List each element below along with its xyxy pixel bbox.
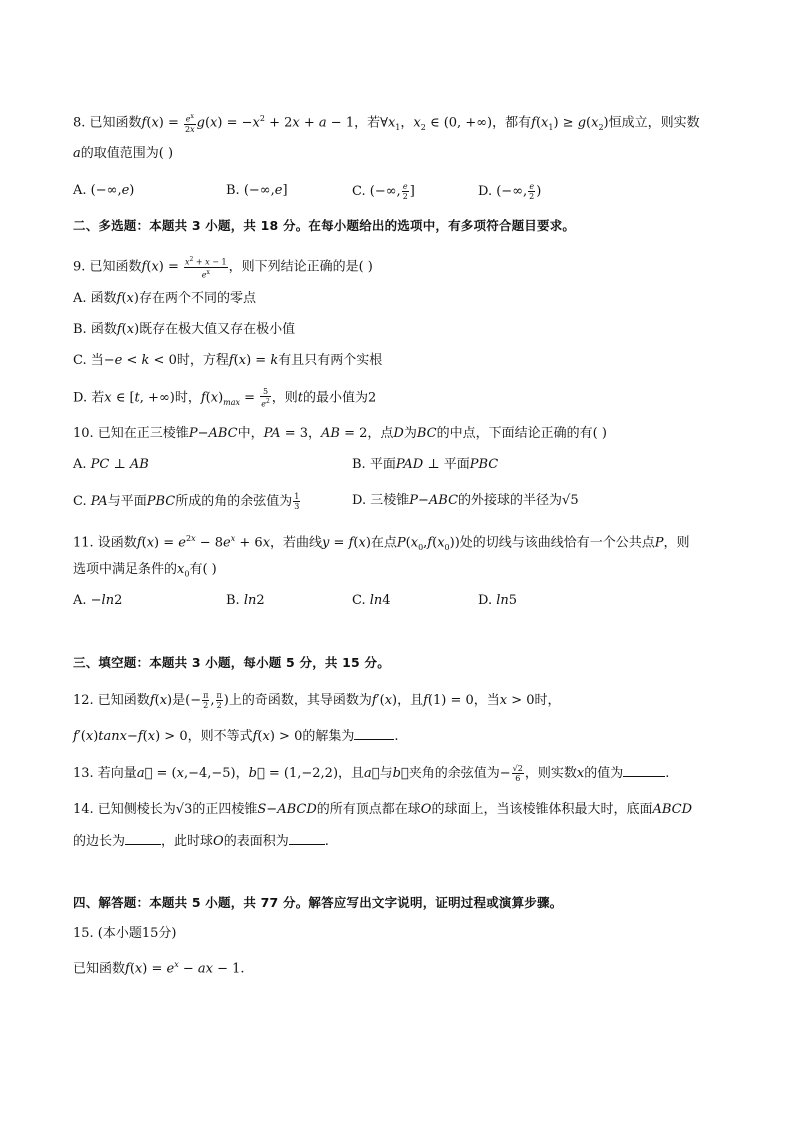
q8-option-d: D. (−∞, $\frac{e}{2}$ ) [478,182,542,201]
q9-stem: 9. 已知函数f(x) = $\frac{x^2 + x - 1}{e^x}$ ，则下列结论正确的是( ) [73,256,373,280]
q9-option-b: B. 函数f(x)既存在极大值又存在极小值 [73,322,296,337]
q12-line2: f′(x)tanx−f(x) > 0，则不等式f(x) > 0的解集为 . [73,729,399,744]
q10-option-b: B. 平面PAD ⊥ 平面PBC [352,457,499,472]
q10-option-c: C. PA与平面PBC所成的角的余弦值为 $\frac{1}{3}$ [73,492,300,511]
q9-option-a: A. 函数f(x)存在两个不同的零点 [73,291,256,306]
q12-line1: 12. 已知函数f(x)是(− $\frac{\pi}{2}$ , $\frac{\pi}{2}$ )上的奇函数，其导函数为f′(x)，且f(1) = 0，当x > 0时， [73,691,561,710]
q11-option-c: C. ln4 [352,593,391,608]
q11-option-b: B. ln2 [226,593,265,608]
q8-option-c: C. (−∞, $\frac{e}{2}$ ] [352,182,415,201]
q11-line2: 选项中满足条件的$x_0$有( ) [73,562,217,579]
q10-option-d: D. 三棱锥P−ABC的外接球的半径为√5 [352,493,579,508]
section2-heading: 二、多选题：本题共 3 小题，共 18 分。在每小题给出的选项中，有多项符合题目要求。 [73,218,576,233]
q9-option-c: C. 当−e < k < 0时，方程f(x) = k有且只有两个实根 [73,353,383,368]
q9-option-d: D. 若x ∈ [t, +∞)时，$f(x)_{max}$ = $\frac{5}{e^2}$ ，则t的最小值为2 [73,387,377,409]
q11-option-a: A. −ln2 [73,593,123,608]
q14-line2: 的边长为 ，此时球O的表面积为 . [73,834,329,849]
q11-option-d: D. ln5 [478,593,518,608]
q10-option-a: A. PC ⊥ AB [73,457,149,472]
q13-line1: 13. 若向量a⃗ = (x,−4,−5)，b⃗ = (1,−2,2)，且a⃗与b⃗夹角的余弦值为− $\frac{√2}{6}$ ，则实数x的值为 . [73,764,670,783]
section4-heading: 四、解答题：本题共 5 小题，共 77 分。解答应写出文字说明，证明过程或演算步骤。 [73,895,563,910]
q14-line1: 14. 已知侧棱长为√3的正四棱锥S−ABCD的所有顶点都在球O的球面上，当该棱锥体积最大时，底面ABCD [73,802,693,817]
q8-line1: 8. 已知函数f(x) = $\frac{e^x}{2x}$ $g(x) = -x^2 + 2x + a - 1$，若$\forall x_1$，$x_2$ ∈ (0, +∞)，都有$f(x_1) \ge g(x_2)$恒成立，则实数 [73,113,700,134]
q10-stem: 10. 已知在正三棱锥P−ABC中，PA = 3，AB = 2，点D为BC的中点，下面结论正确的有( ) [73,426,607,441]
q8-option-b: B. (−∞,e] [226,183,288,198]
q8-option-a: A. (−∞,e) [73,183,135,198]
q8-line2: a的取值范围为( ) [73,146,174,161]
section3-heading: 三、填空题：本题共 3 小题，每小题 5 分，共 15 分。 [73,655,390,670]
q11-line1: 11. 设函数$f(x) = e^{2x} - 8e^x + 6x$，若曲线y = f(x)在点$P(x_0,f(x_0))$处的切线与该曲线恰有一个公共点P，则 [73,534,690,552]
q15-stem: 已知函数$f(x) = e^x$ − ax − 1. [73,960,245,977]
q15-title: 15. (本小题15分) [73,926,177,941]
